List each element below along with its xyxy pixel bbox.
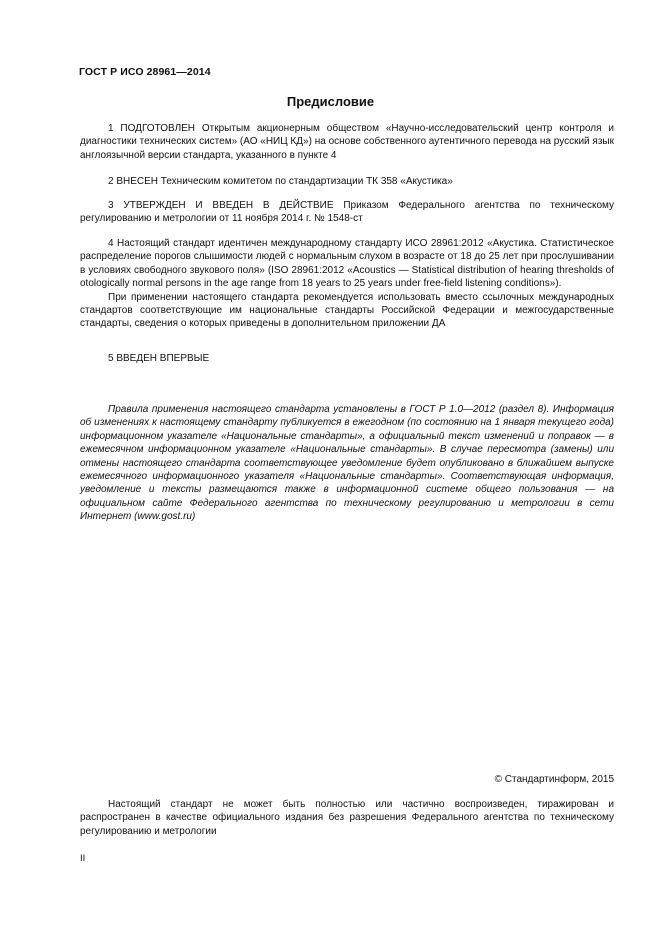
document-code-header: ГОСТ Р ИСО 28961—2014 (79, 66, 211, 78)
rights-notice-text: Настоящий стандарт не может быть полностью или частично воспроизведен, тиражирован и распространен в качестве официального издания без разрешения Федерального агентства по техническому регулированию и метрологии (80, 799, 614, 837)
item-3 (80, 199, 614, 226)
application-notice (80, 403, 614, 524)
item-4-text: 4 Настоящий стандарт идентичен международному стандарту ИСО 28961:2012 «Акустика. Статистическое распределение порогов слышимости людей с нормальным слухом в возрасте от 18 до 25 лет при прослушивании в условиях свободного звукового поля» (ISO 28961:2012 «Acoustics — Statistical distribution of hearing thresholds of otologically normal persons in the age range from 18 years to 25 years under free-field listening conditions»). (80, 238, 614, 290)
copyright: © Стандартинформ, 2015 (494, 774, 614, 785)
page-number: II (80, 853, 86, 864)
item-1 (80, 122, 614, 162)
item-2 (80, 175, 614, 188)
item-5-text: 5 ВВЕДЕН ВПЕРВЫЕ (108, 353, 210, 364)
item-4-note: При применении настоящего стандарта рекомендуется использовать вместо ссылочных международных стандартов соответствующие им национальные стандарты Российской Федерации и межгосударственные стандарты, сведения о которых приведены в дополнительном приложении ДА (80, 291, 614, 330)
item-2-text: 2 ВНЕСЕН Техническим комитетом по стандартизации ТК 358 «Акустика» (108, 176, 453, 187)
rights-notice (80, 798, 614, 838)
item-3-text: 3 УТВЕРЖДЕН И ВВЕДЕН В ДЕЙСТВИЕ Приказом Федерального агентства по техническому регулированию и метрологии от 11 ноября 2014 г. № 1548-ст (80, 200, 614, 225)
application-notice-text: Правила применения настоящего стандарта установлены в ГОСТ Р 1.0—2012 (раздел 8). Информация об изменениях к настоящему стандарту публикуется в ежегодном (по состоянию на 1 января текущего года) информационном указателе «Национальные стандарты», а официальный текст изменений и поправок — в ежемесячном информационном указателе «Национальные стандарты». В случае пересмотра (замены) или отмены настоящего стандарта соответствующее уведомление будет опубликовано в ближайшем выпуске ежемесячного информационного указателя «Национальные стандарты». Соответствующая информация, уведомление и тексты размещаются также в информационной системе общего пользования — на официальном сайте Федерального агентства по техническому регулированию и метрологии в сети Интернет (www.gost.ru) (80, 404, 614, 523)
item-5 (80, 352, 614, 365)
page-title: Предисловие (286, 94, 375, 109)
item-4 (80, 237, 614, 331)
item-1-text: 1 ПОДГОТОВЛЕН Открытым акционерным обществом «Научно-исследовательский центр контроля и диагностики технических систем» (АО «НИЦ КД») на основе собственного аутентичного перевода на русский язык англоязычной версии стандарта, указанного в пункте 4 (80, 123, 614, 161)
